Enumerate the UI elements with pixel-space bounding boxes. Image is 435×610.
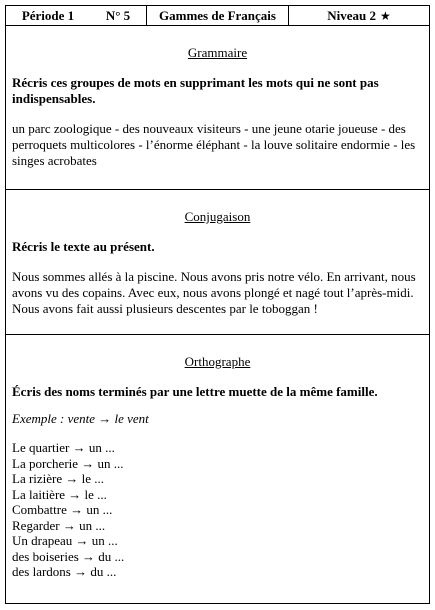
orthographe-example: Exemple : vente → le vent: [12, 411, 149, 426]
list-item: Un drapeau → un ...: [12, 533, 118, 548]
list-item: Regarder → un ...: [12, 517, 106, 533]
grammaire-instruction: Récris ces groupes de mots en supprimant les mots qui ne sont pas indispensables.: [12, 75, 379, 106]
star-icon: ★: [379, 8, 391, 23]
header-row: [6, 6, 429, 26]
orthographe-instruction: Écris des noms terminés par une lettre muette de la même famille.: [12, 384, 378, 399]
header-title-cell: [147, 6, 289, 25]
list-item: La porcherie → un ...: [12, 455, 124, 471]
list-item: des lardons → du ...: [12, 564, 117, 579]
conjugaison-title: Conjugaison: [184, 209, 251, 224]
header-period-cell: [6, 6, 147, 25]
number-label: N° 5: [105, 7, 131, 23]
list-item: Le quartier → un ...: [12, 440, 115, 455]
period-label: Période 1: [21, 7, 75, 23]
sheet-title: Gammes de Français: [159, 7, 276, 23]
list-item: des boiseries → du ...: [12, 548, 125, 564]
header-level-cell: [289, 6, 429, 25]
orthographe-section: [6, 335, 429, 603]
conjugaison-section: [6, 190, 429, 335]
conjugaison-instruction: Récris le texte au présent.: [12, 239, 155, 254]
worksheet: [5, 5, 430, 604]
grammaire-text: un parc zoologique - des nouveaux visiteurs - une jeune otarie joueuse - des perroquets multicolores - l’énorme éléphant - la louve solitaire endormie - les singes acrobates: [12, 121, 416, 168]
list-item: La rizière → le ...: [12, 471, 105, 486]
grammaire-title: Grammaire: [187, 45, 248, 60]
list-item: Combattre → un ...: [12, 502, 113, 517]
list-item: La laitière → le ...: [12, 486, 107, 502]
orthographe-title: Orthographe: [184, 354, 251, 369]
conjugaison-text: Nous sommes allés à la piscine. Nous avons pris notre vélo. En arrivant, nous avons vu des copains. Avec eux, nous avons plongé et nagé tout l’après-midi. Nous avons fait aussi plusieurs descentes par le toboggan !: [12, 269, 416, 316]
grammaire-section: [6, 26, 429, 190]
level-label: Niveau 2: [327, 7, 376, 23]
orthographe-list: [12, 440, 423, 580]
